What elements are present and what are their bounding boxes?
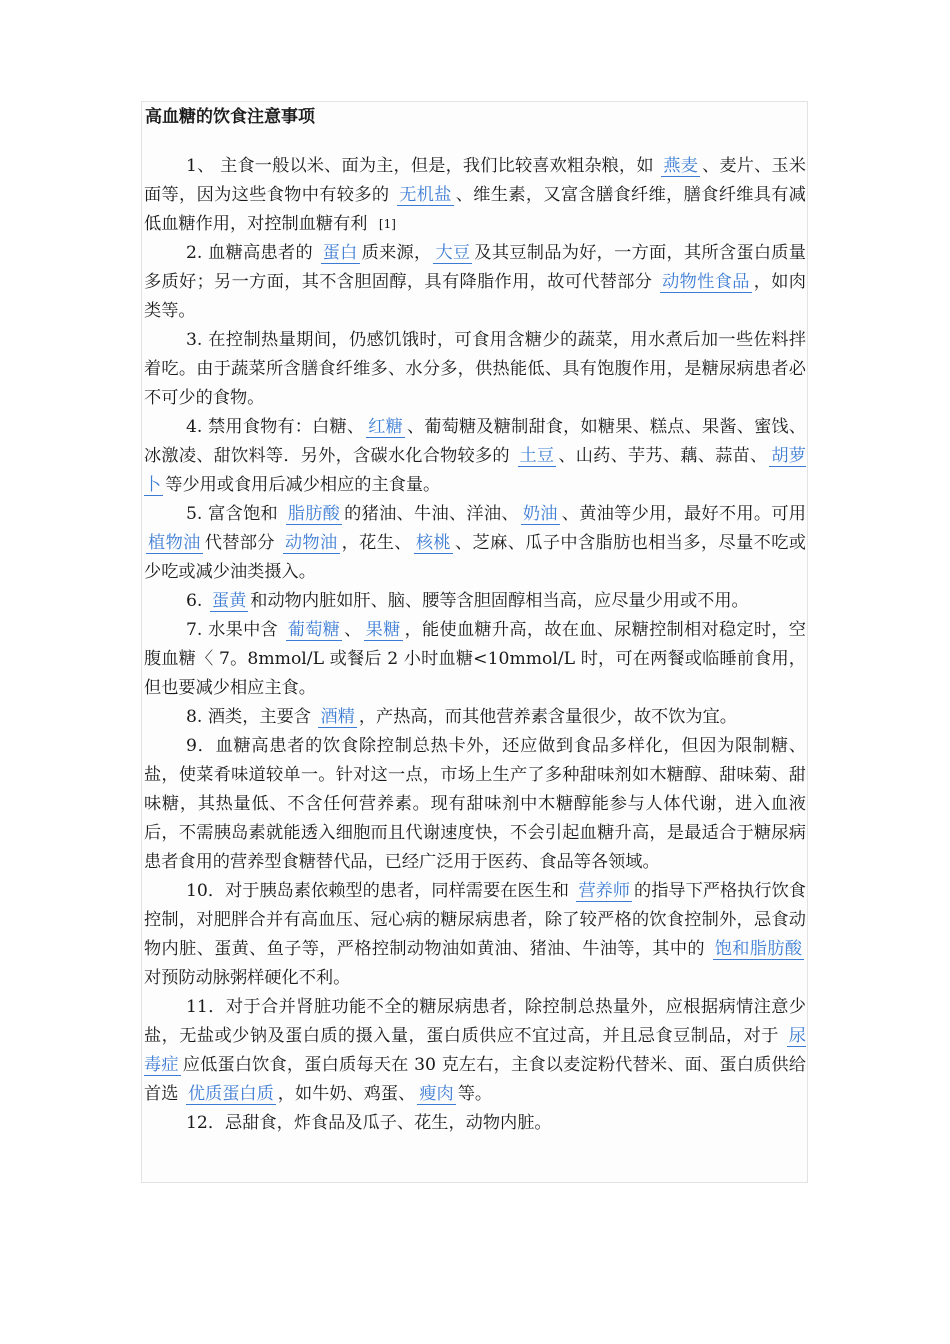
paragraph-text: ，如肉类等。 (144, 272, 806, 321)
paragraph-text: 、山药、芋艿、藕、蒜苗、 (558, 446, 768, 466)
paragraph-2 (144, 239, 806, 326)
document-body (144, 152, 806, 1138)
paragraph-text: 的猪油、牛油、洋油、 (344, 504, 519, 524)
paragraph-text: 8. 酒类，主要含 (186, 707, 317, 727)
paragraph-text: 3. 在控制热量期间，仍感饥饿时，可食用含糖少的蔬菜，用水煮后加一些佐料拌着吃。由于蔬菜所含膳食纤维多、水分多，供热能低、具有饱腹作用，是糖尿病患者必不可少的食物。 (144, 330, 806, 408)
paragraph-text: 的指导下严格执行饮食控制，对肥胖合并有高血压、冠心病的糖尿病患者，除了较严格的饮食控制外，忌食动物内脏、蛋黄、鱼子等，严格控制动物油如黄油、猪油、牛油等，其中的 (144, 881, 806, 959)
keyword-link[interactable]: 脂肪酸 (287, 504, 341, 524)
paragraph-text: 10．对于胰岛素依赖型的患者，同样需要在医生和 (186, 881, 575, 901)
paragraph-text: 9．血糖高患者的饮食除控制总热卡外，还应做到食品多样化，但因为限制糖、盐，使菜肴味道较单一。针对这一点，市场上生产了多种甜味剂如木糖醇、甜味菊、甜味糖，其热量低、不含任何营养素。现有甜味剂中木糖醇能参与人体代谢，进入血液后，不需胰岛素就能透入细胞而且代谢速度快，不会引起血糖升高，是最适合于糖尿病患者食用的营养型食糖替代品，已经广泛用于医药、食品等各领域。 (144, 736, 806, 872)
paragraph-11 (144, 993, 806, 1109)
keyword-link[interactable]: 营养师 (578, 881, 631, 901)
paragraph-text: 对预防动脉粥样硬化不利。 (144, 968, 351, 988)
paragraph-text: 7. 水果中含 (186, 620, 284, 640)
citation-ref[interactable]: [1] (378, 217, 396, 231)
keyword-link[interactable]: 蛋白 (322, 243, 358, 263)
keyword-link[interactable]: 优质蛋白质 (187, 1084, 274, 1104)
paragraph-3 (144, 326, 806, 413)
paragraph-9 (144, 732, 806, 877)
keyword-link[interactable]: 蛋黄 (211, 591, 247, 611)
keyword-link[interactable]: 胡萝卜 (144, 446, 806, 495)
keyword-link[interactable]: 动物油 (284, 533, 338, 553)
paragraph-text: 及其豆制品为好，一方面，其所含蛋白质量多质好；另一方面，其不含胆固醇，具有降脂作用，故可代替部分 (144, 243, 806, 292)
paragraph-7 (144, 616, 806, 703)
paragraph-text: 、芝麻、瓜子中含脂肪也相当多，尽量不吃或少吃或减少油类摄入。 (144, 533, 806, 582)
paragraph-10 (144, 877, 806, 993)
keyword-link[interactable]: 葡萄糖 (287, 620, 341, 640)
paragraph-text: 5. 富含饱和 (186, 504, 284, 524)
paragraph-text: ，产热高，而其他营养素含量很少，故不饮为宜。 (358, 707, 737, 727)
paragraph-text: 1、 主食一般以米、面为主，但是，我们比较喜欢粗杂粮，如 (186, 156, 660, 176)
paragraph-6 (144, 587, 806, 616)
paragraph-text: 11．对于合并肾脏功能不全的糖尿病患者，除控制总热量外，应根据病情注意少盐，无盐或少钠及蛋白质的摄入量，蛋白质供应不宜过高，并且忌食豆制品，对于 (144, 997, 806, 1046)
paragraph-text: 应低蛋白饮食，蛋白质每天在 30 克左右，主食以麦淀粉代替米、面、蛋白质供给首选 (144, 1055, 806, 1104)
keyword-link[interactable]: 植物油 (148, 533, 201, 553)
paragraph-text: ，花生、 (341, 533, 412, 553)
paragraph-text: 2. 血糖高患者的 (186, 243, 319, 263)
keyword-link[interactable]: 酒精 (320, 707, 355, 727)
paragraph-text: 4. 禁用食物有：白糖、 (186, 417, 365, 437)
paragraph-12 (144, 1109, 806, 1138)
paragraph-text: 等少用或食用后减少相应的主食量。 (165, 475, 441, 495)
paragraph-text: ，能使血糖升高，故在血、尿糖控制相对稳定时，空腹血糖〈 7。8mmol/L 或餐后 2 小时血糖<10mmol/L 时，可在两餐或临睡前食用，但也要减少相应主食。 (144, 620, 806, 698)
paragraph-4 (144, 413, 806, 500)
paragraph-text: 、麦片、玉米面等，因为这些食物中有较多的 (144, 156, 806, 205)
keyword-link[interactable]: 奶油 (522, 504, 558, 524)
keyword-link[interactable]: 饱和脂肪酸 (714, 939, 802, 959)
paragraph-text: 、 (344, 620, 362, 640)
paragraph-text: ，如牛奶、鸡蛋、 (277, 1084, 416, 1104)
document-title: 高血糖的饮食注意事项 (145, 107, 315, 127)
paragraph-text: 12．忌甜食，炸食品及瓜子、花生，动物内脏。 (186, 1113, 552, 1133)
keyword-link[interactable]: 瘦肉 (419, 1084, 454, 1104)
paragraph-text: 等。 (457, 1084, 493, 1104)
paragraph-text: 6. (186, 591, 208, 611)
paragraph-text: 、维生素，又富含膳食纤维，膳食纤维具有减低血糖作用，对控制血糖有利 (144, 185, 806, 234)
paragraph-text: 质来源， (361, 243, 432, 263)
paragraph-text: 、黄油等少用，最好不用。可用 (561, 504, 806, 524)
keyword-link[interactable]: 尿毒症 (144, 1026, 806, 1075)
keyword-link[interactable]: 果糖 (365, 620, 401, 640)
paragraph-text: 、葡萄糖及糖制甜食，如糖果、糕点、果酱、蜜饯、冰激凌、甜饮料等．另外，含碳水化合物较多的 (144, 417, 806, 466)
keyword-link[interactable]: 土豆 (519, 446, 555, 466)
keyword-link[interactable]: 燕麦 (663, 156, 699, 176)
keyword-link[interactable]: 核桃 (415, 533, 451, 553)
paragraph-8 (144, 703, 806, 732)
paragraph-text: 代替部分 (204, 533, 281, 553)
paragraph-text: 和动物内脏如肝、脑、腰等含胆固醇相当高，应尽量少用或不用。 (250, 591, 749, 611)
keyword-link[interactable]: 无机盐 (399, 185, 452, 205)
keyword-link[interactable]: 动物性食品 (662, 272, 750, 292)
paragraph-1 (144, 152, 806, 239)
keyword-link[interactable]: 大豆 (435, 243, 471, 263)
paragraph-5 (144, 500, 806, 587)
keyword-link[interactable]: 红糖 (368, 417, 403, 437)
